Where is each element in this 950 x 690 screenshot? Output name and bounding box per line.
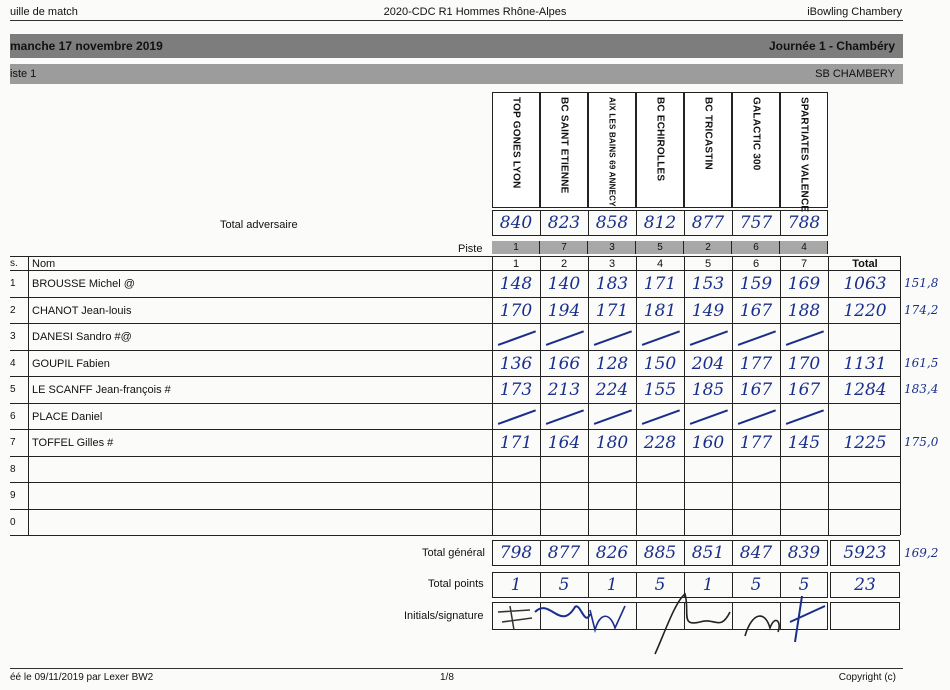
piste-number: 3	[609, 242, 615, 253]
player-total: 1225	[843, 433, 887, 453]
adversaire-score: 877	[691, 213, 725, 233]
team-name: BC ECHIROLLES	[654, 97, 666, 182]
player-total: 1063	[843, 274, 887, 294]
adversaire-score: 823	[547, 213, 581, 233]
total-general-value: 798	[499, 543, 533, 563]
sheet-type-label: uille de match	[10, 6, 78, 18]
player-average: 161,5	[904, 355, 939, 370]
team-header-cell	[588, 92, 636, 208]
col-header-name: Nom	[32, 258, 56, 270]
game-score: 170	[499, 300, 533, 321]
game-score: 149	[691, 300, 725, 321]
team-header-cell	[492, 92, 540, 208]
player-number: 1	[10, 278, 16, 289]
player-average: 183,4	[904, 382, 939, 396]
player-row	[0, 456, 900, 483]
player-total: 1131	[843, 353, 887, 374]
player-number: 7	[10, 437, 16, 448]
game-score: 177	[739, 353, 773, 374]
team-header-cell	[540, 92, 588, 208]
adversaire-score: 812	[643, 213, 677, 233]
team-header-cell	[684, 92, 732, 208]
game-score: 166	[547, 353, 581, 374]
total-general-grand: 5923	[843, 543, 887, 563]
game-score: 180	[595, 433, 629, 453]
adversaire-score: 788	[787, 213, 821, 233]
game-score: 164	[547, 433, 581, 453]
signatures	[490, 592, 830, 660]
total-points-value: 5	[558, 575, 570, 595]
game-score: 171	[595, 300, 629, 321]
adversaire-score: 757	[739, 213, 773, 233]
total-general-value: 885	[643, 543, 677, 563]
total-points-value: 5	[750, 575, 762, 595]
player-average: 151,8	[904, 276, 939, 290]
footer-created: éé le 09/11/2019 par Lexer BW2	[10, 672, 154, 683]
player-average: 175,0	[904, 435, 939, 449]
team-header-cell	[732, 92, 780, 208]
player-row	[0, 509, 900, 536]
total-points-grand: 23	[854, 575, 876, 595]
footer-page: 1/8	[440, 672, 454, 683]
grid-top-line	[10, 256, 828, 257]
footer-copyright: Copyright (c)	[838, 672, 896, 683]
total-general-label: Total général	[422, 547, 485, 559]
total-points-value: 1	[606, 575, 618, 595]
footer-rule	[10, 668, 903, 669]
player-number: 4	[10, 357, 16, 369]
total-adversaire-label: Total adversaire	[220, 219, 298, 231]
total-points-value: 5	[654, 575, 666, 595]
piste-number: 6	[753, 242, 759, 253]
game-number: 3	[608, 258, 616, 270]
game-score: 171	[643, 274, 677, 294]
game-score: 148	[499, 274, 533, 294]
divider	[900, 256, 901, 535]
game-number: 4	[656, 258, 664, 270]
team-name: GALACTIC 300	[750, 97, 762, 171]
total-general-value: 826	[595, 543, 629, 563]
game-score: 128	[595, 353, 629, 374]
player-name: DANESI Sandro #@	[32, 331, 132, 343]
player-name: CHANOT Jean-louis	[32, 304, 132, 317]
team-name: SPARTIATES VALENCE	[798, 97, 810, 213]
total-points-value: 1	[702, 575, 714, 595]
game-score: 171	[499, 433, 533, 453]
player-name: BROUSSE Michel @	[32, 278, 135, 290]
player-row	[0, 323, 900, 350]
game-score: 177	[739, 433, 773, 453]
player-total: 1220	[843, 300, 887, 321]
game-score: 145	[787, 433, 821, 453]
total-points-value: 5	[798, 575, 810, 595]
player-average: 174,2	[904, 302, 939, 317]
game-score: 167	[787, 380, 821, 400]
player-number: 2	[10, 304, 16, 316]
col-header-total: Total	[852, 258, 878, 270]
total-general-value: 839	[787, 543, 821, 563]
game-number: 2	[560, 258, 568, 270]
game-score: 169	[787, 274, 821, 294]
player-number: 6	[10, 410, 16, 422]
competition-title: 2020-CDC R1 Hommes Rhône-Alpes	[383, 6, 567, 18]
player-number: 8	[10, 463, 16, 475]
total-points-label: Total points	[428, 578, 484, 590]
player-name: GOUPIL Fabien	[32, 357, 110, 370]
game-score: 204	[691, 353, 725, 374]
header-rule	[10, 20, 903, 21]
piste-number: 1	[513, 242, 519, 253]
col-header-num: s.	[10, 258, 18, 269]
player-number: 3	[10, 331, 16, 342]
game-score: 224	[595, 380, 629, 400]
player-row	[0, 403, 900, 430]
journee-label: Journée 1 - Chambéry	[768, 39, 895, 53]
divider	[10, 535, 900, 536]
game-score: 183	[595, 274, 629, 294]
divider	[828, 256, 900, 257]
game-score: 155	[643, 380, 677, 400]
player-total: 1284	[843, 380, 887, 400]
team-name: AIX LES BAINS 69 ANNECY	[607, 97, 617, 207]
piste-number: 5	[657, 242, 663, 253]
game-score: 173	[499, 380, 533, 400]
game-score: 153	[691, 274, 725, 294]
game-number: 6	[752, 258, 760, 270]
piste-number: 4	[801, 242, 807, 253]
initials-total-frame	[830, 602, 900, 630]
piste-label: iste 1	[10, 68, 37, 80]
game-score: 194	[547, 300, 581, 321]
total-general-value: 847	[739, 543, 773, 563]
team-header-cell	[780, 92, 828, 213]
game-score: 167	[739, 300, 773, 321]
piste-row-label: Piste	[458, 243, 483, 255]
player-number: 0	[10, 516, 16, 528]
team-header-cell	[636, 92, 684, 208]
game-score: 136	[499, 353, 533, 374]
game-score: 213	[547, 380, 581, 400]
player-number: 5	[10, 384, 16, 395]
game-score: 160	[691, 433, 725, 453]
adversaire-score: 858	[595, 213, 629, 233]
player-name: LE SCANFF Jean-françois #	[32, 384, 171, 396]
total-general-value: 851	[691, 543, 725, 563]
player-number: 9	[10, 490, 16, 501]
home-team-name: SB CHAMBERY	[815, 68, 895, 80]
game-score: 170	[787, 353, 821, 374]
game-score: 228	[643, 433, 677, 453]
piste-number: 2	[705, 242, 711, 253]
game-score: 159	[739, 274, 773, 294]
game-score: 167	[739, 380, 773, 400]
game-number: 7	[800, 258, 808, 270]
game-number: 5	[704, 258, 712, 270]
initials-label: Initials/signature	[404, 610, 484, 622]
game-score: 150	[643, 353, 677, 374]
game-score: 181	[643, 300, 677, 321]
team-name: TOP GONES LYON	[510, 97, 522, 189]
total-points-value: 1	[510, 575, 522, 595]
game-score: 188	[787, 300, 821, 321]
match-date: manche 17 novembre 2019	[10, 39, 163, 53]
venue-label: iBowling Chambery	[807, 6, 902, 18]
game-number: 1	[512, 258, 520, 270]
piste-bar	[10, 64, 903, 84]
adversaire-score: 840	[499, 213, 533, 233]
team-name: BC TRICASTIN	[702, 97, 714, 170]
total-general-average: 169,2	[904, 546, 939, 560]
player-name: PLACE Daniel	[32, 410, 103, 423]
team-name: BC SAINT ETIENNE	[558, 97, 570, 194]
total-general-value: 877	[547, 543, 581, 563]
player-row	[0, 482, 900, 509]
game-score: 185	[691, 380, 725, 400]
piste-number: 7	[561, 242, 567, 253]
player-name: TOFFEL Gilles #	[32, 437, 114, 449]
game-score: 140	[547, 274, 581, 294]
date-bar	[10, 34, 903, 58]
